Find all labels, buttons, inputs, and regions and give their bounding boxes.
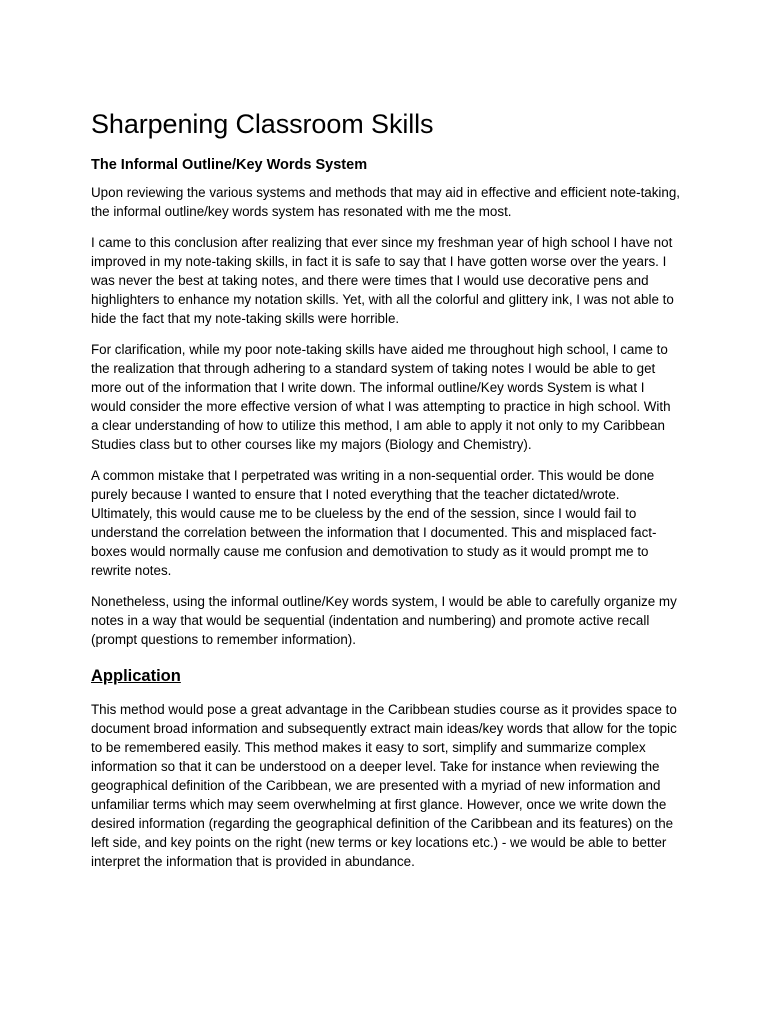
document-title: Sharpening Classroom Skills (91, 109, 434, 139)
document-page (91, 106, 681, 883)
paragraph-intro: Upon reviewing the various systems and methods that may aid in effective and efficient note-taking, the informal outline/key words system has resonated with me the most. (91, 185, 681, 219)
paragraph-nonetheless: Nonetheless, using the informal outline/Key words system, I would be able to carefully organize my notes in a way that would be sequential (indentation and numbering) and promote active recall (prompt questions to remember information). (91, 594, 677, 647)
paragraph-common-mistake: A common mistake that I perpetrated was writing in a non-sequential order. This would be done purely because I wanted to ensure that I noted everything that the teacher dictated/wrote. Ultimately, this would cause me to be clueless by the end of the session, since I would fail to understand the correlation between the information that I documented. This and misplaced fact-boxes would normally cause me confusion and demotivation to study as it would prompt me to rewrite notes. (91, 468, 657, 578)
paragraph-conclusion-reason: I came to this conclusion after realizing that ever since my freshman year of high school I have not improved in my note-taking skills, in fact it is safe to say that I have gotten worse over the years. I was never the best at taking notes, and there were times that I would use decorative pens and highlighters to enhance my notation skills. Yet, with all the colorful and glittery ink, I was not able to hide the fact that my note-taking skills were horrible. (91, 235, 674, 326)
application-heading: Application (91, 667, 181, 685)
paragraph-application: This method would pose a great advantage in the Caribbean studies course as it provides space to document broad information and subsequently extract main ideas/key words that allow for the topic to be remembered easily. This method makes it easy to sort, simplify and summarize complex information so that it can be understood on a deeper level. Take for instance when reviewing the geographical definition of the Caribbean, we are presented with a myriad of new information and unfamiliar terms which may seem overwhelming at first glance. However, once we write down the desired information (regarding the geographical definition of the Caribbean and its features) on the left side, and key points on the right (new terms or key locations etc.) - we would be able to better interpret the information that is provided in abundance. (91, 702, 677, 869)
paragraph-clarification: For clarification, while my poor note-taking skills have aided me throughout high school, I came to the realization that through adhering to a standard system of taking notes I would be able to get more out of the information that I write down. The informal outline/Key words System is what I would consider the more effective version of what I was attempting to practice in high school. With a clear understanding of how to utilize this method, I am able to apply it not only to my Caribbean Studies class but to other courses like my majors (Biology and Chemistry). (91, 342, 671, 452)
section-subheading: The Informal Outline/Key Words System (91, 157, 368, 173)
